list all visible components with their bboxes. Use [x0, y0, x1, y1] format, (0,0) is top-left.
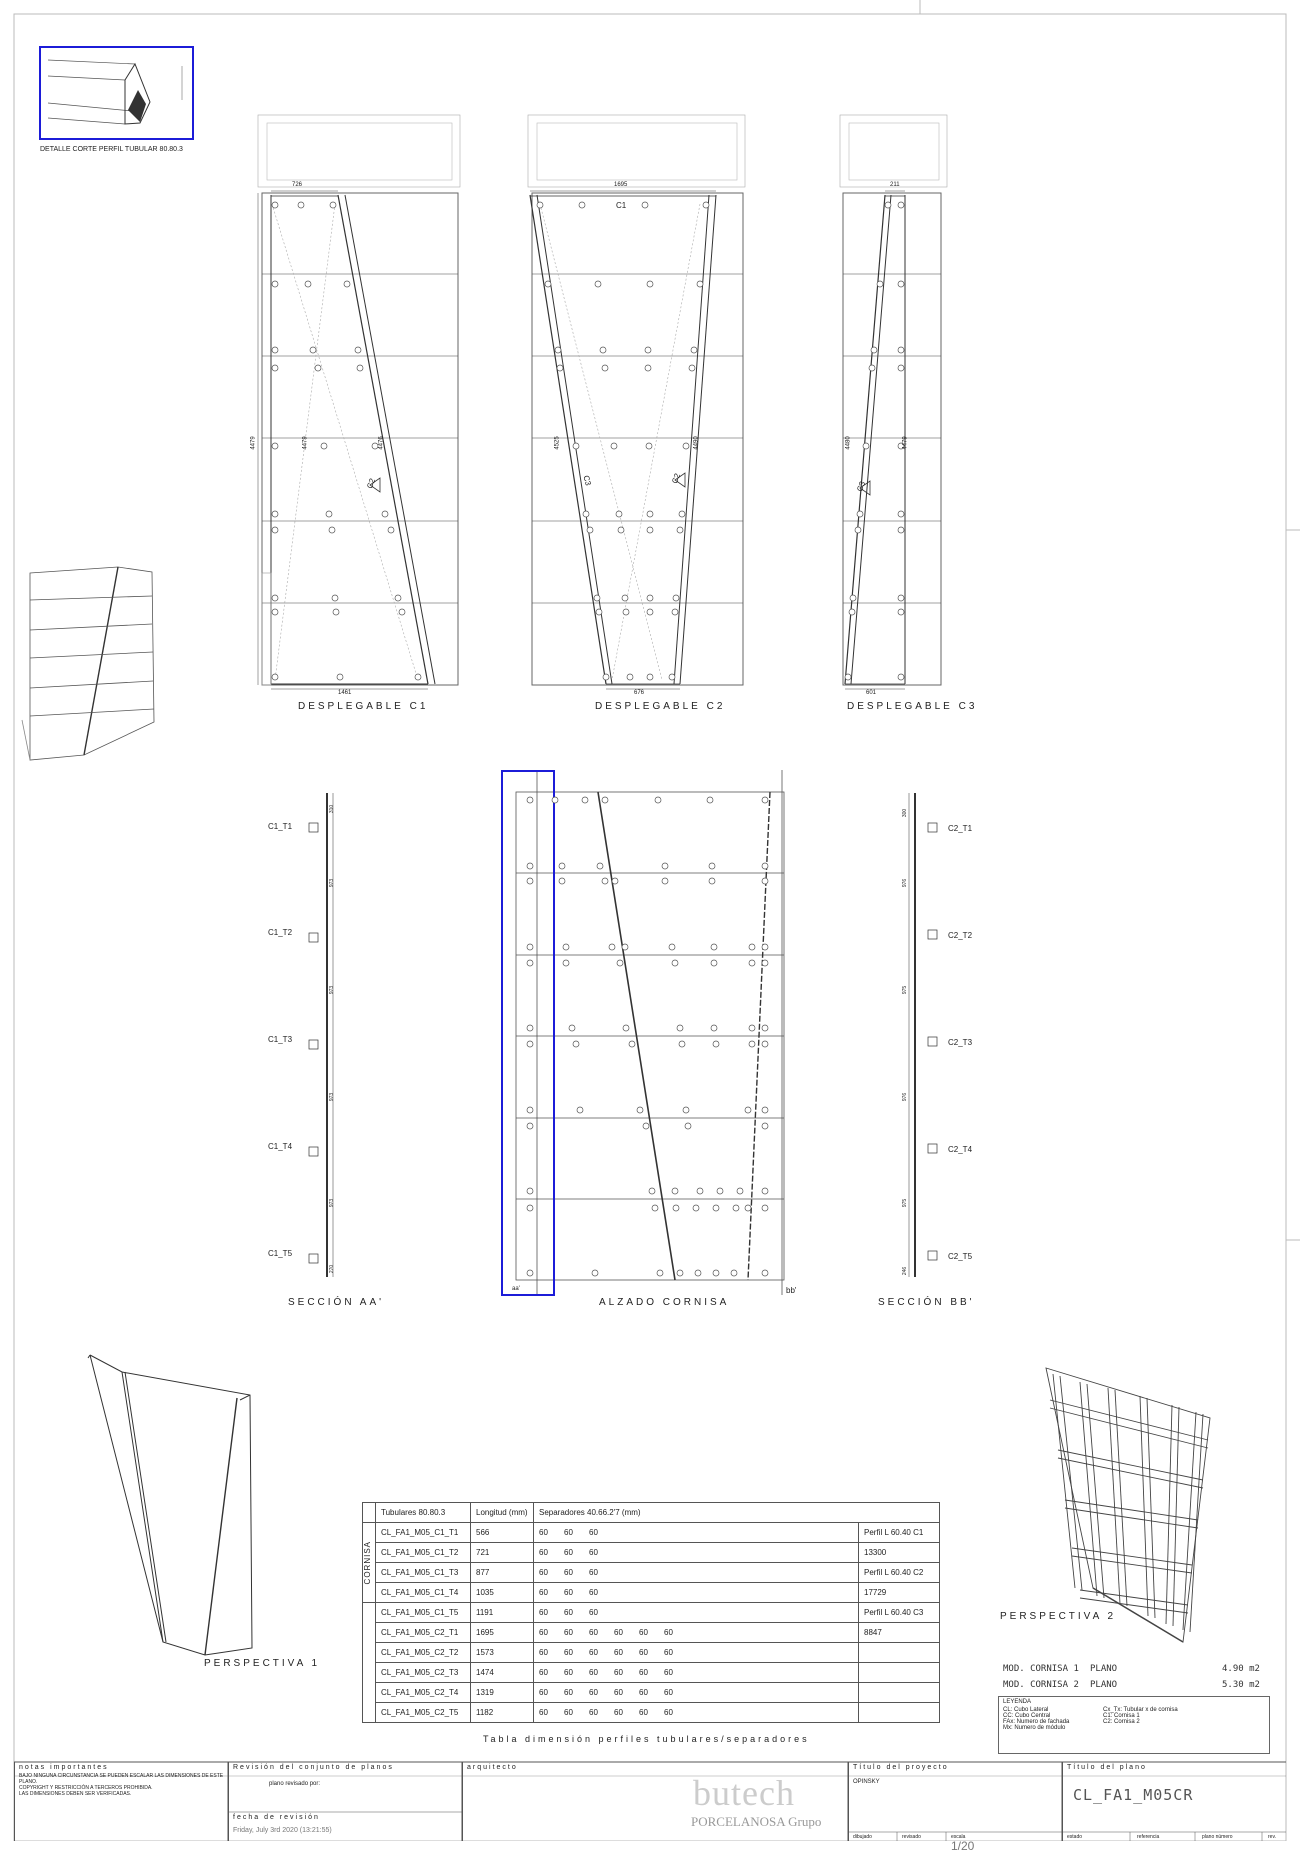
table-cell-length: 1182: [471, 1703, 534, 1723]
section-bb-dim-1: 300: [902, 808, 909, 818]
separator-value: 60: [664, 1688, 673, 1697]
title-elevation: ALZADO CORNISA: [599, 1297, 730, 1308]
marker-c3-in-c3: C3: [855, 480, 868, 493]
separator-value: 60: [539, 1648, 548, 1657]
separator-value: 60: [564, 1548, 573, 1557]
dim-c1-mid-right: 4476: [378, 436, 385, 450]
unfold-c3: [840, 115, 947, 685]
table-cell-note: [859, 1683, 940, 1703]
elevation-fixings: [527, 797, 768, 1276]
dim-c3-bottom: 601: [866, 690, 877, 696]
separator-value: 60: [539, 1668, 548, 1677]
legend-left-4: Mx: Numero de módulo: [1003, 1725, 1066, 1731]
module-1-area: 4.90 m2: [1222, 1664, 1260, 1674]
separator-value: 60: [639, 1668, 648, 1677]
notes-line-1: BAJO NINGUNA CIRCUNSTANCIA SE PUEDEN ESCALAR LAS DIMENSIONES DE ESTE PLANO.: [19, 1773, 224, 1785]
marker-c2-in-c2: C2: [670, 472, 683, 485]
table-header: Separadores 40.66.2'7 (mm): [534, 1503, 940, 1523]
table-cell-separators: [534, 1523, 859, 1543]
table-cell-note: [859, 1703, 940, 1723]
table-cell-separators: [534, 1623, 859, 1643]
unfold-c1: [258, 115, 460, 685]
dim-c1-height: 4479: [250, 436, 257, 450]
table-row: [363, 1623, 940, 1643]
separator-value: 60: [639, 1648, 648, 1657]
table-row: [363, 1703, 940, 1723]
dim-c1-bottom: 1461: [338, 690, 352, 696]
title-perspective-1: PERSPECTIVA 1: [204, 1658, 321, 1669]
section-bb-dim-5: 975: [902, 1198, 909, 1208]
table-cell-note: 13300: [859, 1543, 940, 1563]
table-cell-note: Perfil L 60.40 C3: [859, 1603, 940, 1623]
title-section-aa: SECCIÓN AA': [288, 1297, 385, 1308]
dim-c1-mid-left: 4479: [302, 436, 309, 450]
butech-logo: butech: [693, 1773, 795, 1813]
architect-cell: [462, 1762, 848, 1841]
separator-value: 60: [664, 1708, 673, 1717]
table-cell-name: CL_FA1_M05_C2_T4: [376, 1683, 471, 1703]
table-cell-separators: [534, 1663, 859, 1683]
table-cell-name: CL_FA1_M05_C1_T1: [376, 1523, 471, 1543]
drawn-by-label: dibujado: [853, 1834, 872, 1840]
separator-value: 60: [539, 1688, 548, 1697]
dim-c2-top: 1695: [614, 182, 628, 188]
architect-title: arquitecto: [467, 1764, 518, 1771]
marker-c3-in-c2: C3: [581, 474, 593, 487]
module-2-name: MOD. CORNISA 2: [1003, 1680, 1079, 1690]
table-cell-note: Perfil L 60.40 C1: [859, 1523, 940, 1543]
separator-value: 60: [539, 1588, 548, 1597]
porcelanosa-logo: PORCELANOSA Grupo: [691, 1814, 822, 1829]
section-bb-label-3: C2_T3: [948, 1038, 973, 1047]
section-aa-dim-5: 973: [329, 1198, 336, 1208]
separator-value: 60: [614, 1628, 623, 1637]
scale-label: escala: [951, 1834, 966, 1840]
status-label: estado: [1067, 1834, 1083, 1840]
separator-value: 60: [564, 1528, 573, 1537]
legend-right-1: Cx_Tx: Tubular x de cornisa: [1103, 1707, 1178, 1713]
scale-value: 1/20: [951, 1839, 975, 1853]
notes-line-2: COPYRIGHT Y RESTRICCIÓN A TERCEROS PROHIBIDA.: [19, 1785, 153, 1791]
table-cell-note: [859, 1643, 940, 1663]
separator-value: 60: [564, 1608, 573, 1617]
table-header: Tubulares 80.80.3: [376, 1503, 471, 1523]
table-cell-name: CL_FA1_M05_C1_T3: [376, 1563, 471, 1583]
separator-value: 60: [564, 1588, 573, 1597]
separator-value: 60: [539, 1528, 548, 1537]
table-cell-length: 1035: [471, 1583, 534, 1603]
revision-value: plano revisado por:: [269, 1781, 321, 1787]
legend-left-3: FAx: Numero de fachada: [1003, 1719, 1070, 1725]
revision-title: Revisión del conjunto de planos: [233, 1764, 394, 1771]
separator-value: 60: [589, 1628, 598, 1637]
section-aa-label-5: C1_T5: [268, 1249, 293, 1258]
section-aa-dim-6: 270: [329, 1264, 336, 1274]
table-cell-length: 1474: [471, 1663, 534, 1683]
legend-right-3: C2: Cornisa 2: [1103, 1719, 1140, 1725]
revision-cell: [228, 1762, 462, 1841]
reference-label: referencia: [1137, 1834, 1160, 1840]
separator-value: 60: [664, 1628, 673, 1637]
separator-value: 60: [589, 1688, 598, 1697]
table-row: [363, 1523, 940, 1543]
table-cell-separators: [534, 1643, 859, 1663]
section-bb-label-5: C2_T5: [948, 1252, 973, 1261]
marker-c1-in-c2: C1: [616, 201, 627, 210]
dim-c3-mid-right: 4479: [902, 436, 909, 450]
legend-right-2: C1: Cornisa 1: [1103, 1713, 1140, 1719]
separator-value: 60: [589, 1708, 598, 1717]
perspective-thumbnail: [22, 567, 154, 760]
table-cell-length: 1319: [471, 1683, 534, 1703]
table-cell-name: CL_FA1_M05_C2_T2: [376, 1643, 471, 1663]
title-unfold-c2: DESPLEGABLE C2: [595, 701, 726, 712]
table-group-label: CORNISA: [363, 1540, 372, 1585]
revision-date: Friday, July 3rd 2020 (13:21:55): [233, 1827, 332, 1834]
separator-value: 60: [564, 1688, 573, 1697]
section-aa-label-4: C1_T4: [268, 1142, 293, 1151]
table-row: [363, 1643, 940, 1663]
table-cell-name: CL_FA1_M05_C1_T4: [376, 1583, 471, 1603]
dim-c1-top: 726: [292, 182, 303, 188]
table-header: Longitud (mm): [471, 1503, 534, 1523]
section-bb-label-1: C2_T1: [948, 824, 973, 833]
table-cell-name: CL_FA1_M05_C2_T5: [376, 1703, 471, 1723]
title-unfold-c3: DESPLEGABLE C3: [847, 701, 978, 712]
separator-value: 60: [539, 1628, 548, 1637]
section-aa-label-3: C1_T3: [268, 1035, 293, 1044]
table-row: [363, 1663, 940, 1683]
notes-title: notas importantes: [19, 1764, 109, 1771]
table-cell-name: CL_FA1_M05_C2_T3: [376, 1663, 471, 1683]
table-cell-length: 566: [471, 1523, 534, 1543]
separator-value: 60: [539, 1708, 548, 1717]
rev-label: rev.: [1268, 1834, 1276, 1840]
table-caption: Tabla dimensión perfiles tubulares/separadores: [483, 1734, 810, 1744]
title-unfold-c1: DESPLEGABLE C1: [298, 701, 429, 712]
section-aa-dim-1: 310: [329, 804, 336, 814]
legend-box: [998, 1696, 1270, 1754]
unfold-c2: [528, 115, 745, 685]
perspective-2: [1046, 1368, 1210, 1642]
detail-title: DETALLE CORTE PERFIL TUBULAR 80.80.3: [40, 146, 183, 153]
table-cell-name: CL_FA1_M05_C1_T5: [376, 1603, 471, 1623]
dim-c2-bottom: 676: [634, 690, 645, 696]
separator-value: 60: [589, 1648, 598, 1657]
table-cell-length: 1191: [471, 1603, 534, 1623]
separator-value: 60: [564, 1708, 573, 1717]
section-bb-dim-4: 976: [902, 1092, 909, 1102]
module-2-type: PLANO: [1090, 1680, 1118, 1690]
separator-value: 60: [589, 1668, 598, 1677]
separator-value: 60: [664, 1648, 673, 1657]
marker-c2-in-c1: C2: [365, 477, 378, 490]
plan-code: CL_FA1_M05CR: [1073, 1786, 1194, 1804]
project-cell: [848, 1762, 1062, 1853]
table-cell-name: CL_FA1_M05_C2_T1: [376, 1623, 471, 1643]
table-group-cell: [363, 1523, 376, 1603]
separator-value: 60: [639, 1628, 648, 1637]
table-header-row: [363, 1503, 940, 1523]
module-2-area: 5.30 m2: [1222, 1680, 1260, 1690]
table-cell-length: 1573: [471, 1643, 534, 1663]
perspective-1: [88, 1355, 252, 1655]
section-bb-label-2: C2_T2: [948, 931, 973, 940]
dim-c3-top: 211: [890, 182, 900, 188]
profiles-table: [362, 1502, 940, 1723]
section-bb-dim-2: 976: [902, 878, 909, 888]
dim-c3-mid-left: 4480: [845, 436, 852, 450]
section-aa-dim-3: 973: [329, 985, 336, 995]
table-cell-separators: [534, 1603, 859, 1623]
project-title: Título del proyecto: [853, 1764, 949, 1771]
separator-value: 60: [539, 1568, 548, 1577]
separator-value: 60: [539, 1548, 548, 1557]
cut-label-aa: aa': [512, 1286, 520, 1292]
plan-number-label: plano número: [1202, 1834, 1233, 1840]
section-bb-dim-3: 975: [902, 985, 909, 995]
table-cell-length: 1695: [471, 1623, 534, 1643]
legend-left-2: CC: Cubo Central: [1003, 1713, 1051, 1719]
separator-value: 60: [589, 1608, 598, 1617]
separator-value: 60: [564, 1628, 573, 1637]
separator-value: 60: [639, 1688, 648, 1697]
table-row: [363, 1683, 940, 1703]
table-group-cell: [363, 1603, 376, 1723]
separator-value: 60: [589, 1528, 598, 1537]
table-row: [363, 1543, 940, 1563]
separator-value: 60: [614, 1688, 623, 1697]
revision-date-title: fecha de revisión: [233, 1814, 320, 1821]
separator-value: 60: [664, 1668, 673, 1677]
table-row: [363, 1563, 940, 1583]
section-bb-label-4: C2_T4: [948, 1145, 973, 1154]
table-cell-length: 721: [471, 1543, 534, 1563]
table-cell-note: 8847: [859, 1623, 940, 1643]
legend-title: LEYENDA: [1003, 1699, 1032, 1705]
table-cell-separators: [534, 1563, 859, 1583]
table-cell-name: CL_FA1_M05_C1_T2: [376, 1543, 471, 1563]
module-1-name: MOD. CORNISA 1: [1003, 1664, 1079, 1674]
plan-title-label: Título del plano: [1067, 1764, 1147, 1771]
separator-value: 60: [589, 1588, 598, 1597]
cut-label-bb: bb': [786, 1286, 797, 1295]
separator-value: 60: [614, 1708, 623, 1717]
table-cell-separators: [534, 1583, 859, 1603]
separator-value: 60: [614, 1668, 623, 1677]
section-aa-label-2: C1_T2: [268, 928, 293, 937]
separator-value: 60: [614, 1648, 623, 1657]
separator-value: 60: [589, 1548, 598, 1557]
section-aa-label-1: C1_T1: [268, 822, 293, 831]
table-cell-note: Perfil L 60.40 C2: [859, 1563, 940, 1583]
section-bb-dim-6: 246: [902, 1266, 909, 1276]
table-cell-separators: [534, 1543, 859, 1563]
dim-c2-mid-left: 4525: [554, 436, 561, 450]
elevation-cornice: [502, 770, 784, 1295]
table-cell-separators: [534, 1683, 859, 1703]
table-cell-note: [859, 1663, 940, 1683]
dim-c2-mid-right: 4490: [693, 436, 700, 450]
separator-value: 60: [539, 1608, 548, 1617]
notes-cell: [14, 1762, 228, 1841]
table-cell-note: 17729: [859, 1583, 940, 1603]
section-bb: [909, 793, 937, 1277]
detail-section: [40, 47, 193, 139]
table-cell-length: 877: [471, 1563, 534, 1583]
table-cell-separators: [534, 1703, 859, 1723]
separator-value: 60: [589, 1568, 598, 1577]
separator-value: 60: [564, 1668, 573, 1677]
separator-value: 60: [564, 1648, 573, 1657]
separator-value: 60: [639, 1708, 648, 1717]
legend-left-1: CL: Cubo Lateral: [1003, 1707, 1049, 1713]
section-aa-dim-2: 973: [329, 878, 336, 888]
section-aa-dim-4: 973: [329, 1092, 336, 1102]
title-perspective-2: PERSPECTIVA 2: [1000, 1611, 1117, 1622]
table-row: [363, 1583, 940, 1603]
title-section-bb: SECCIÓN BB': [878, 1297, 975, 1308]
reviewed-by-label: revisado: [902, 1834, 921, 1840]
plan-cell: [1062, 1762, 1286, 1841]
project-value: OPINSKY: [853, 1779, 880, 1785]
separator-value: 60: [564, 1568, 573, 1577]
notes-line-3: LAS DIMENSIONES DEBEN SER VERIFICADAS.: [19, 1791, 132, 1797]
module-1-type: PLANO: [1090, 1664, 1118, 1674]
table-row: [363, 1603, 940, 1623]
